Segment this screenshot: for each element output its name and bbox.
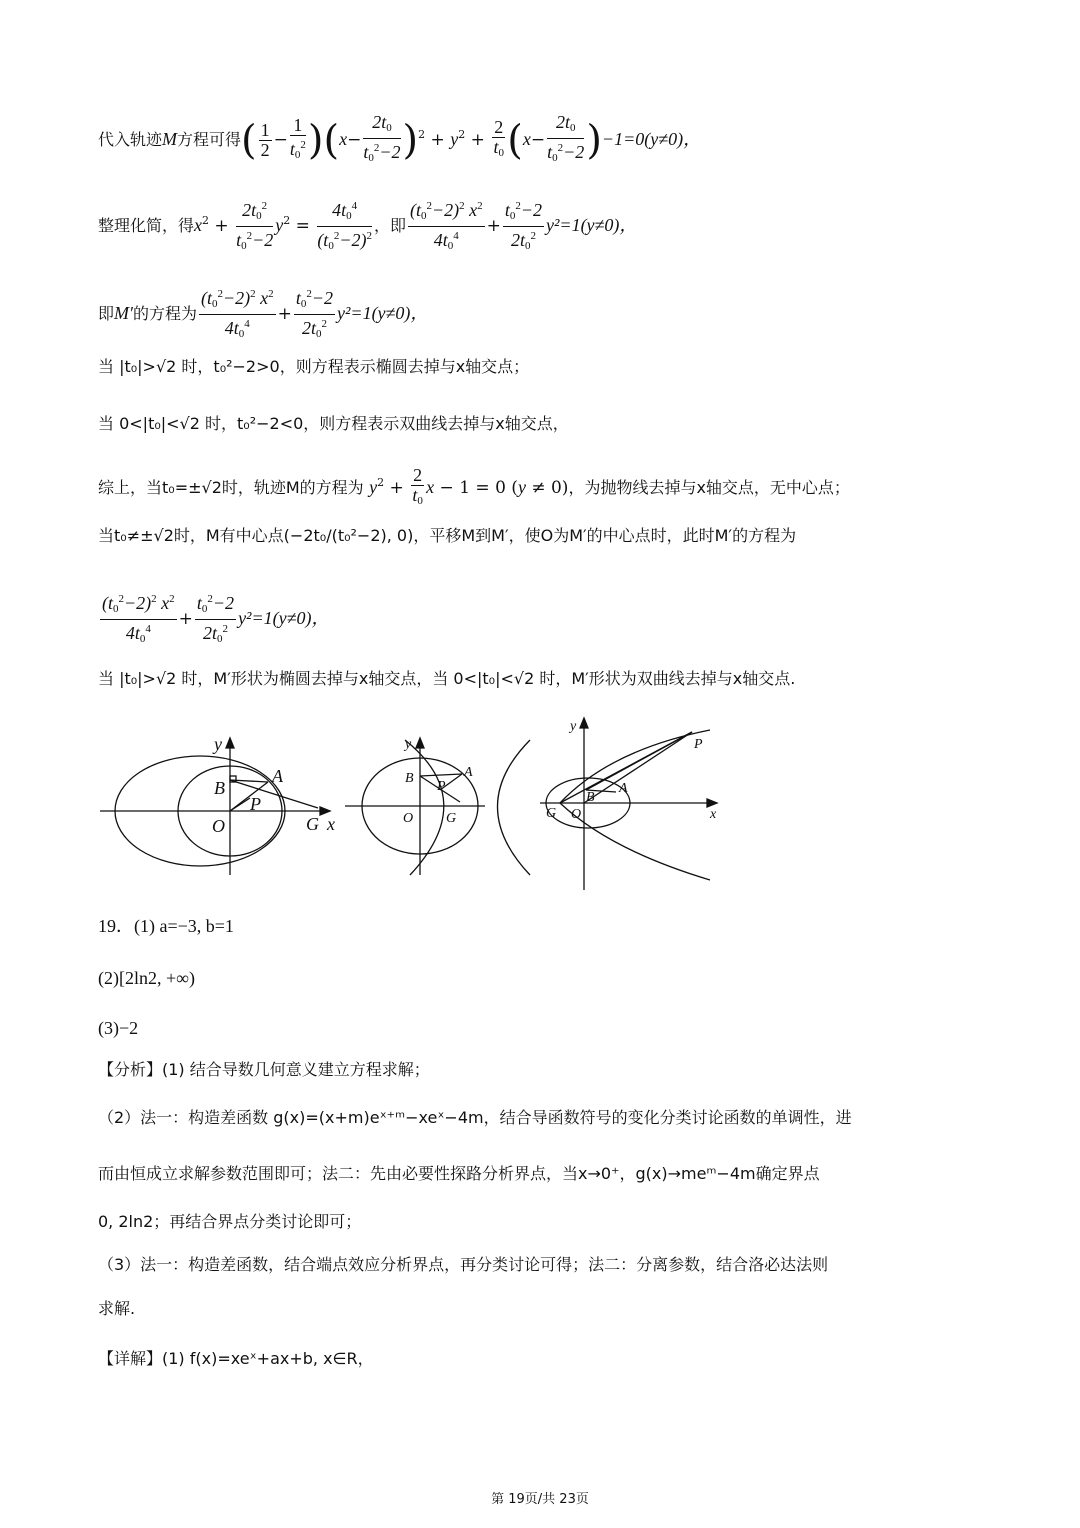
fig1-label-B: B — [214, 778, 225, 798]
fig3-label-O: O — [571, 807, 582, 822]
fig1-label-y: y — [214, 734, 222, 754]
equation-line-3: 即M′的方程为 $\frac{(t_0^2-2)^2 x^2}{4t_0^4}$ + $\frac{t_0^2-2}{2t_0^2}$ y²=1(y≠0)， — [98, 285, 428, 344]
equation-line-8: $\frac{(t_0^2-2)^2 x^2}{4t_0^4}$ + $\frac{t_0^2-2}{2t_0^2}$ y²=1(y≠0)， — [98, 590, 329, 649]
text-line-9: 当 |t₀|>√2 时，M′形状为椭圆去掉与x轴交点，当 0<|t₀|<√2 时，M′形状为双曲线去掉与x轴交点. — [98, 669, 796, 688]
fig1-label-G: G — [306, 814, 319, 834]
fig3-label-A: A — [619, 781, 628, 796]
fig2-hyperbola-right — [498, 740, 531, 875]
conic-figures — [0, 710, 1080, 895]
analysis-line-5: （3）法一：构造差函数，结合端点效应分析界点，再分类讨论可得；法二：分离参数，结合洛必达法则 — [98, 1255, 829, 1274]
fig2-label-y: y — [405, 737, 412, 752]
detail-line-1: 【详解】(1) f(x)=xeˣ+ax+b, x∈R， — [98, 1349, 374, 1368]
analysis-line-4: 0, 2ln2；再结合界点分类讨论即可； — [98, 1212, 362, 1231]
equation-line-6: 综上，当t₀=±√2时，轨迹M的方程为 $y^2$ + $\frac{2}{t_0}$ x − 1 = 0 (y ≠ 0)，为抛物线去掉与x轴交点，无中心点； — [98, 465, 850, 507]
analysis-line-6: 求解. — [98, 1299, 136, 1318]
fig3-x-arrow — [707, 799, 717, 807]
fig1-label-A: A — [272, 766, 283, 786]
fig1-label-P: P — [250, 794, 261, 814]
fig3-y-arrow — [580, 718, 588, 728]
answer-19-3: (3)−2 — [98, 1018, 139, 1038]
answer-19-1: 19．(1) a=−3, b=1 — [98, 916, 234, 936]
page-footer: 第 19页/共 23页 — [491, 1492, 589, 1507]
fig2-label-A: A — [464, 765, 473, 780]
answer-19-2: (2)[2ln2, +∞) — [98, 968, 195, 988]
fig2-label-P: P — [437, 779, 446, 794]
equation-line-1: 代入轨迹M方程可得( $\frac{1}{2}$ − $\frac{1}{t_0^2}$ )(x− $\frac{2t_0}{t_0^2-2}$ )$^2 + y^2$ + $\frac{2}{t_0}$ (x− $\frac{2t_0}{t_0^2-2}$ )−1=0(y≠0)， — [98, 112, 702, 164]
fig2-label-B: B — [405, 771, 414, 786]
fig3-segment-BP — [586, 732, 692, 790]
fig1-y-arrow — [226, 738, 234, 748]
fig3-label-G: G — [546, 806, 557, 821]
equation-line-2: 整理化简，得$x^2$ + $\frac{2t_0^2}{t_0^2-2}$ $y^2$ = $\frac{4t_0^4}{(t_0^2-2)^2}$ ，即 $\frac{(t_0^2-2)^2 x^2}{4t_0^4}$ + $\frac{t_0^2-2}{2t_0^2}$ y²=1(y≠0)， — [98, 197, 637, 256]
fig3-label-y: y — [570, 719, 577, 734]
fig2-label-O: O — [403, 811, 414, 826]
fig2-label-G: G — [446, 811, 457, 826]
fig3-label-B: B — [586, 790, 595, 805]
fig2-segment-BA — [420, 774, 462, 776]
fig1-segment-PO — [230, 798, 250, 811]
fig3-label-x: x — [710, 807, 717, 822]
text-line-7: 当t₀≠±√2时，M有中心点(−2t₀/(t₀²−2), 0)，平移M到M′，使O为M′的中心点时，此时M′的方程为 — [98, 526, 797, 545]
fig3-parabola — [560, 730, 710, 880]
fig1-label-x: x — [327, 814, 335, 834]
fig1-label-O: O — [212, 816, 225, 836]
fig2-y-arrow — [416, 738, 424, 748]
analysis-line-3: 而由恒成立求解参数范围即可；法二：先由必要性探路分析界点，当x→0⁺，g(x)→meᵐ−4m确定界点 — [98, 1164, 820, 1183]
text-line-5: 当 0<|t₀|<√2 时，t₀²−2<0，则方程表示双曲线去掉与x轴交点， — [98, 414, 569, 433]
fig3-label-P: P — [694, 737, 703, 752]
text-line-4: 当 |t₀|>√2 时，t₀²−2>0，则方程表示椭圆去掉与x轴交点； — [98, 357, 530, 376]
fig3-segment-OP — [584, 732, 692, 803]
analysis-line-1: 【分析】(1) 结合导数几何意义建立方程求解； — [98, 1060, 430, 1079]
analysis-line-2: （2）法一：构造差函数 g(x)=(x+m)eˣ⁺ᵐ−xeˣ−4m，结合导函数符号的变化分类讨论函数的单调性，进 — [98, 1108, 852, 1127]
